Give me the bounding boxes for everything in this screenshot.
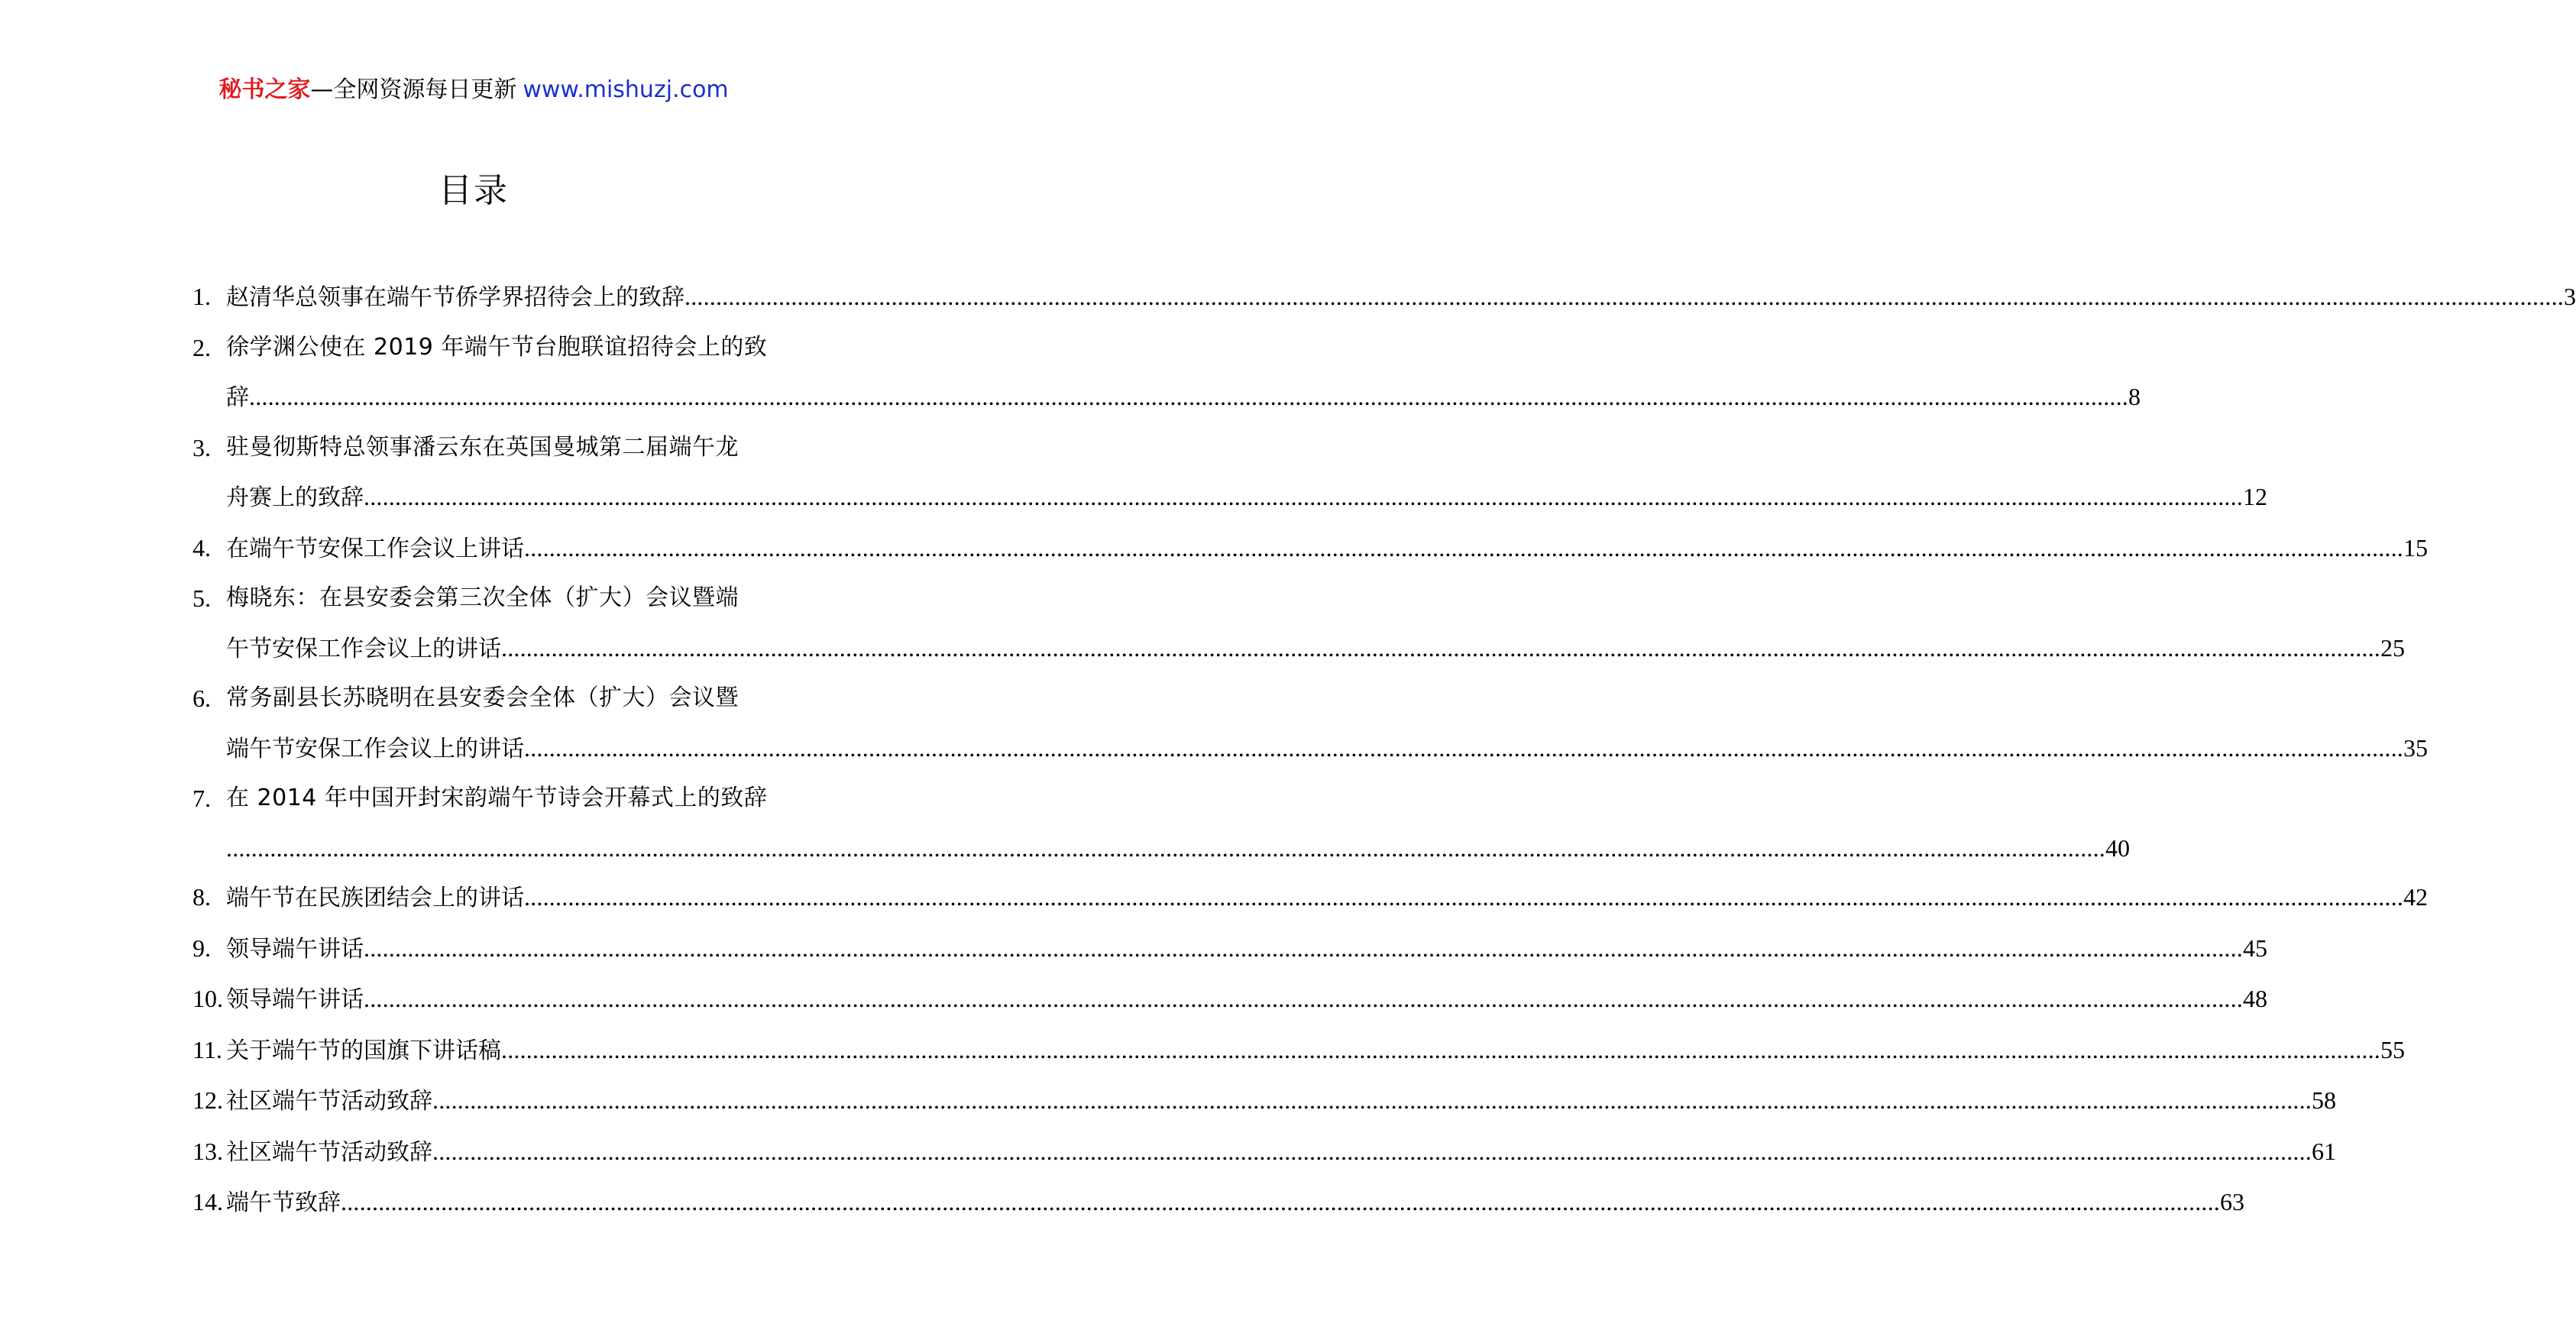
toc-entry-body xyxy=(226,872,2428,924)
toc-entry-number: 10. xyxy=(193,985,223,1012)
toc-entry-title: 关于端午节的国旗下讲话稿 xyxy=(226,1037,501,1064)
toc-page-number: 48 xyxy=(2243,985,2267,1012)
toc-entry-title-line: 徐学渊公使在 2019 年端午节台胞联谊招待会上的致 xyxy=(226,333,768,361)
toc-entry-title: 舟赛上的致辞 xyxy=(226,484,364,511)
toc-page-number: 58 xyxy=(2312,1086,2336,1114)
toc-entry-title: 领导端午讲话 xyxy=(226,935,364,963)
toc-entry-number: 2. xyxy=(193,333,211,361)
toc-leader-line xyxy=(226,372,2141,423)
toc-entry-body xyxy=(226,523,2428,575)
toc-dot-leader: ............................................................................................................................................................................................................................................................................................................ xyxy=(364,985,2243,1012)
toc-entry[interactable] xyxy=(193,574,2405,674)
toc-dot-leader: ............................................................................................................................................................................................................................................................................................................ xyxy=(524,883,2403,911)
toc-leader-line xyxy=(226,1025,2405,1076)
header-url[interactable]: www.mishuzj.com xyxy=(523,76,729,103)
toc-dot-leader: ............................................................................................................................................................................................................................................................................................................ xyxy=(364,934,2243,962)
toc-entry-body xyxy=(226,423,2267,523)
toc-leader-line xyxy=(226,523,2428,575)
toc-entry[interactable] xyxy=(193,872,2428,924)
toc-entry[interactable] xyxy=(193,774,2130,872)
header-slogan: —全网资源每日更新 xyxy=(310,76,517,103)
toc-page-number: 40 xyxy=(2105,833,2130,862)
toc-dot-leader: ............................................................................................................................................................................................................................................................................................................ xyxy=(226,833,2105,862)
toc-entry-title: 领导端午讲话 xyxy=(226,986,364,1013)
toc-entry-number: 6. xyxy=(193,685,211,712)
toc-entry-number: 12. xyxy=(193,1086,223,1114)
toc-entry[interactable] xyxy=(193,272,2576,323)
toc-entry-title: 赵清华总领事在端午节侨学界招待会上的致辞 xyxy=(226,284,684,311)
toc-dot-leader: ............................................................................................................................................................................................................................................................................................................ xyxy=(432,1086,2312,1114)
toc-page-number: 45 xyxy=(2243,934,2267,962)
toc-dot-leader: ............................................................................................................................................................................................................................................................................................................ xyxy=(684,283,2564,310)
toc-page-number: 15 xyxy=(2403,533,2428,562)
toc-leader-line xyxy=(226,974,2267,1025)
toc-leader-line xyxy=(226,1076,2336,1127)
toc-leader-line xyxy=(226,272,2576,323)
toc-entry[interactable] xyxy=(193,924,2267,975)
toc-entry-body xyxy=(226,974,2267,1025)
toc-entry-title-line: 常务副县长苏晓明在县安委会全体（扩大）会议暨 xyxy=(226,685,739,711)
toc-entry[interactable] xyxy=(193,974,2267,1025)
toc-entry-number: 9. xyxy=(193,934,211,962)
toc-dot-leader: ............................................................................................................................................................................................................................................................................................................ xyxy=(501,1035,2380,1063)
toc-entry-title: 端午节安保工作会议上的讲话 xyxy=(226,735,524,762)
toc-dot-leader: ............................................................................................................................................................................................................................................................................................................ xyxy=(501,633,2380,662)
toc-entry-body xyxy=(226,1177,2244,1228)
toc-entry-body xyxy=(226,674,2428,774)
toc-entry-number: 1. xyxy=(193,283,211,310)
toc-dot-leader: ............................................................................................................................................................................................................................................................................................................ xyxy=(364,483,2243,510)
toc-entry-number: 4. xyxy=(193,533,211,562)
toc-entry-title: 端午节致辞 xyxy=(226,1189,341,1216)
toc-leader-line xyxy=(226,1177,2244,1228)
toc-entry-number: 8. xyxy=(193,883,211,911)
watermark-header xyxy=(0,75,947,105)
toc-entry-number: 3. xyxy=(193,433,211,461)
toc-entry-body xyxy=(226,1127,2336,1178)
toc-dot-leader: ............................................................................................................................................................................................................................................................................................................ xyxy=(524,733,2403,762)
toc-entry[interactable] xyxy=(193,423,2267,523)
toc-entry[interactable] xyxy=(193,1025,2405,1076)
table-of-contents xyxy=(193,272,2576,1228)
toc-entry[interactable] xyxy=(193,323,2141,423)
toc-page-number: 12 xyxy=(2243,483,2267,510)
toc-entry-title: 辞 xyxy=(226,384,249,411)
toc-page-number: 3 xyxy=(2564,283,2576,310)
toc-leader-line xyxy=(226,824,2130,873)
toc-entry[interactable] xyxy=(193,1177,2244,1228)
toc-dot-leader: ............................................................................................................................................................................................................................................................................................................ xyxy=(524,533,2403,562)
toc-entry-number: 5. xyxy=(193,584,211,612)
toc-page-number: 8 xyxy=(2128,383,2141,410)
toc-leader-line xyxy=(226,472,2267,523)
toc-entry-body xyxy=(226,574,2405,674)
toc-entry-title-line: 驻曼彻斯特总领事潘云东在英国曼城第二届端午龙 xyxy=(226,433,739,461)
toc-entry-body xyxy=(226,1076,2336,1127)
toc-entry-number: 11. xyxy=(193,1035,222,1063)
toc-leader-line xyxy=(226,623,2405,675)
toc-page-number: 25 xyxy=(2380,633,2405,662)
toc-entry-number: 7. xyxy=(193,785,211,812)
brand-name: 秘书之家 xyxy=(218,76,311,103)
toc-leader-line xyxy=(226,924,2267,975)
toc-page-number: 63 xyxy=(2220,1188,2244,1215)
toc-entry-number: 14. xyxy=(193,1188,223,1215)
toc-page-number: 35 xyxy=(2403,733,2428,762)
toc-entry[interactable] xyxy=(193,1127,2336,1178)
toc-page-number: 42 xyxy=(2403,883,2428,911)
toc-leader-line xyxy=(226,1127,2336,1178)
toc-dot-leader: ............................................................................................................................................................................................................................................................................................................ xyxy=(432,1137,2312,1165)
toc-entry-number: 13. xyxy=(193,1137,223,1165)
toc-entry-title: 社区端午节活动致辞 xyxy=(226,1138,432,1166)
toc-leader-line xyxy=(226,723,2428,775)
toc-dot-leader: ............................................................................................................................................................................................................................................................................................................ xyxy=(341,1188,2220,1215)
toc-entry-title: 在端午节安保工作会议上讲话 xyxy=(226,535,524,562)
toc-entry-title-line: 梅晓东：在县安委会第三次全体（扩大）会议暨端 xyxy=(226,584,739,611)
toc-leader-line xyxy=(226,872,2428,924)
toc-page-number: 55 xyxy=(2380,1035,2405,1063)
toc-entry-body xyxy=(226,272,2576,323)
toc-entry[interactable] xyxy=(193,1076,2336,1127)
toc-entry-body xyxy=(226,1025,2405,1076)
toc-entry[interactable] xyxy=(193,523,2428,575)
page-title: 目录 xyxy=(439,171,509,210)
toc-entry-body xyxy=(226,323,2141,423)
toc-entry-title: 端午节在民族团结会上的讲话 xyxy=(226,885,524,911)
toc-page-number: 61 xyxy=(2312,1137,2336,1165)
toc-entry-body xyxy=(226,774,2130,872)
toc-dot-leader: ............................................................................................................................................................................................................................................................................................................ xyxy=(249,383,2128,410)
toc-entry-body xyxy=(226,924,2267,975)
toc-entry-title: 社区端午节活动致辞 xyxy=(226,1088,432,1115)
toc-entry-title: 午节安保工作会议上的讲话 xyxy=(226,635,501,662)
toc-entry[interactable] xyxy=(193,674,2428,774)
toc-entry-title-line: 在 2014 年中国开封宋韵端午节诗会开幕式上的致辞 xyxy=(226,785,768,811)
